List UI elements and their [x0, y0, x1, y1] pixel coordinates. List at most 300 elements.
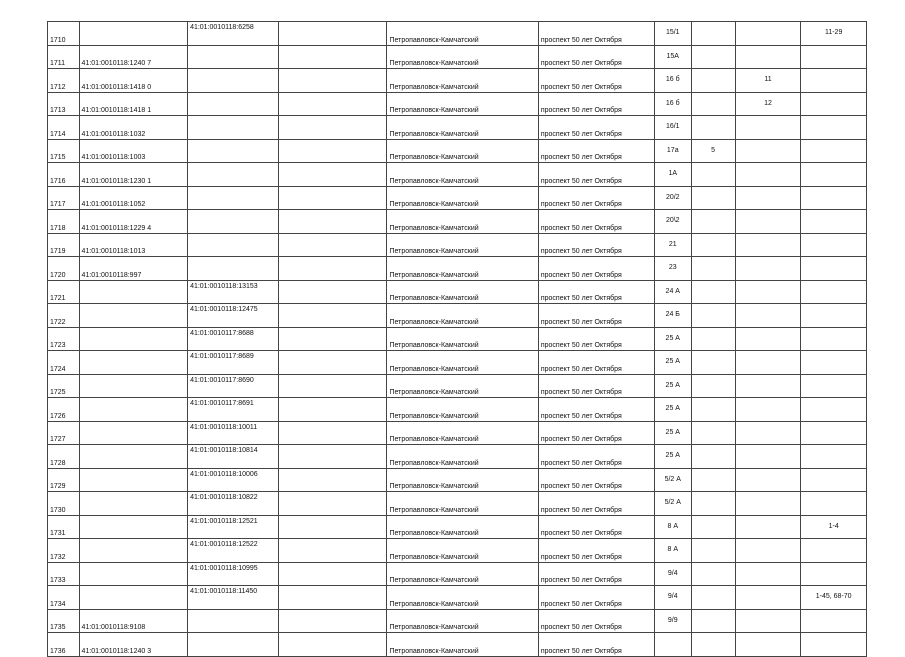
city-cell: Петропавловск-Камчатский	[387, 445, 538, 469]
apartment-cell	[735, 280, 801, 304]
city-cell: Петропавловск-Камчатский	[387, 257, 538, 281]
apartment-range-cell	[801, 304, 867, 328]
city-cell: Петропавловск-Камчатский	[387, 609, 538, 633]
table-row	[48, 374, 867, 398]
building-cell	[691, 327, 735, 351]
table-row	[48, 69, 867, 93]
city-cell: Петропавловск-Камчатский	[387, 327, 538, 351]
apartment-cell	[735, 492, 801, 516]
table-body	[48, 22, 867, 657]
apartment-cell	[735, 515, 801, 539]
apartment-range-cell	[801, 562, 867, 586]
cadastral-number-cell: 41:01:0010118:1418 0	[79, 69, 188, 93]
street-cell: проспект 50 лет Октября	[538, 398, 654, 422]
empty-cell	[278, 421, 387, 445]
city-cell: Петропавловск-Камчатский	[387, 139, 538, 163]
street-cell: проспект 50 лет Октября	[538, 351, 654, 375]
cadastral-number-alt-cell	[188, 210, 279, 234]
street-cell: проспект 50 лет Октября	[538, 609, 654, 633]
cadastral-number-alt-cell	[188, 233, 279, 257]
building-cell	[691, 633, 735, 657]
row-number-cell: 1718	[48, 210, 80, 234]
row-number-cell: 1720	[48, 257, 80, 281]
city-cell: Петропавловск-Камчатский	[387, 515, 538, 539]
row-number-cell: 1710	[48, 22, 80, 46]
city-cell: Петропавловск-Камчатский	[387, 69, 538, 93]
apartment-range-cell	[801, 421, 867, 445]
cadastral-number-cell	[79, 280, 188, 304]
empty-cell	[278, 304, 387, 328]
cadastral-number-alt-cell	[188, 609, 279, 633]
city-cell: Петропавловск-Камчатский	[387, 374, 538, 398]
empty-cell	[278, 398, 387, 422]
city-cell: Петропавловск-Камчатский	[387, 116, 538, 140]
street-cell: проспект 50 лет Октября	[538, 92, 654, 116]
city-cell: Петропавловск-Камчатский	[387, 539, 538, 563]
cadastral-number-cell	[79, 304, 188, 328]
table-row	[48, 45, 867, 69]
table-row	[48, 492, 867, 516]
empty-cell	[278, 374, 387, 398]
house-number-cell: 15/1	[654, 22, 691, 46]
cadastral-number-cell: 41:01:0010118:1003	[79, 139, 188, 163]
table-row	[48, 22, 867, 46]
house-number-cell: 25 А	[654, 351, 691, 375]
cadastral-number-alt-cell: 41:01:0010117:8691	[188, 398, 279, 422]
cadastral-number-alt-cell	[188, 45, 279, 69]
apartment-range-cell	[801, 210, 867, 234]
house-number-cell: 24 Б	[654, 304, 691, 328]
house-number-cell: 25 А	[654, 327, 691, 351]
cadastral-number-cell: 41:01:0010118:1032	[79, 116, 188, 140]
row-number-cell: 1728	[48, 445, 80, 469]
cadastral-number-cell	[79, 468, 188, 492]
table-row	[48, 351, 867, 375]
cadastral-number-alt-cell	[188, 163, 279, 187]
address-table	[47, 21, 867, 657]
table-row	[48, 233, 867, 257]
apartment-cell	[735, 163, 801, 187]
apartment-range-cell: 11-29	[801, 22, 867, 46]
cadastral-number-cell	[79, 562, 188, 586]
empty-cell	[278, 22, 387, 46]
apartment-range-cell	[801, 186, 867, 210]
row-number-cell: 1712	[48, 69, 80, 93]
apartment-range-cell: 1-4	[801, 515, 867, 539]
apartment-cell	[735, 257, 801, 281]
city-cell: Петропавловск-Камчатский	[387, 45, 538, 69]
row-number-cell: 1713	[48, 92, 80, 116]
apartment-cell	[735, 186, 801, 210]
city-cell: Петропавловск-Камчатский	[387, 210, 538, 234]
street-cell: проспект 50 лет Октября	[538, 45, 654, 69]
cadastral-number-cell: 41:01:0010118:1418 1	[79, 92, 188, 116]
empty-cell	[278, 468, 387, 492]
empty-cell	[278, 233, 387, 257]
cadastral-number-alt-cell	[188, 139, 279, 163]
street-cell: проспект 50 лет Октября	[538, 210, 654, 234]
building-cell	[691, 163, 735, 187]
building-cell	[691, 22, 735, 46]
apartment-cell	[735, 445, 801, 469]
building-cell	[691, 257, 735, 281]
street-cell: проспект 50 лет Октября	[538, 233, 654, 257]
house-number-cell: 15А	[654, 45, 691, 69]
building-cell	[691, 116, 735, 140]
table-row	[48, 304, 867, 328]
apartment-range-cell	[801, 280, 867, 304]
cadastral-number-alt-cell	[188, 69, 279, 93]
empty-cell	[278, 562, 387, 586]
row-number-cell: 1725	[48, 374, 80, 398]
row-number-cell: 1734	[48, 586, 80, 610]
apartment-range-cell	[801, 492, 867, 516]
row-number-cell: 1735	[48, 609, 80, 633]
house-number-cell: 17а	[654, 139, 691, 163]
city-cell: Петропавловск-Камчатский	[387, 233, 538, 257]
building-cell	[691, 445, 735, 469]
empty-cell	[278, 351, 387, 375]
table-row	[48, 92, 867, 116]
empty-cell	[278, 539, 387, 563]
apartment-range-cell	[801, 233, 867, 257]
city-cell: Петропавловск-Камчатский	[387, 421, 538, 445]
apartment-cell	[735, 609, 801, 633]
house-number-cell: 25 А	[654, 398, 691, 422]
house-number-cell: 23	[654, 257, 691, 281]
table-row	[48, 116, 867, 140]
row-number-cell: 1732	[48, 539, 80, 563]
street-cell: проспект 50 лет Октября	[538, 586, 654, 610]
street-cell: проспект 50 лет Октября	[538, 374, 654, 398]
table-row	[48, 445, 867, 469]
city-cell: Петропавловск-Камчатский	[387, 492, 538, 516]
apartment-cell	[735, 374, 801, 398]
apartment-range-cell	[801, 92, 867, 116]
row-number-cell: 1730	[48, 492, 80, 516]
street-cell: проспект 50 лет Октября	[538, 633, 654, 657]
cadastral-number-cell	[79, 539, 188, 563]
cadastral-number-alt-cell: 41:01:0010118:10995	[188, 562, 279, 586]
cadastral-number-alt-cell: 41:01:0010118:12475	[188, 304, 279, 328]
empty-cell	[278, 280, 387, 304]
apartment-cell	[735, 633, 801, 657]
table-row	[48, 515, 867, 539]
apartment-cell	[735, 586, 801, 610]
apartment-range-cell: 1-45, 68-70	[801, 586, 867, 610]
street-cell: проспект 50 лет Октября	[538, 116, 654, 140]
street-cell: проспект 50 лет Октября	[538, 257, 654, 281]
apartment-cell: 12	[735, 92, 801, 116]
row-number-cell: 1731	[48, 515, 80, 539]
table-row	[48, 586, 867, 610]
city-cell: Петропавловск-Камчатский	[387, 280, 538, 304]
street-cell: проспект 50 лет Октября	[538, 445, 654, 469]
empty-cell	[278, 210, 387, 234]
apartment-range-cell	[801, 445, 867, 469]
apartment-range-cell	[801, 257, 867, 281]
cadastral-number-cell: 41:01:0010118:1240 3	[79, 633, 188, 657]
house-number-cell: 20\2	[654, 210, 691, 234]
spreadsheet-page	[47, 21, 867, 657]
cadastral-number-alt-cell: 41:01:0010118:10006	[188, 468, 279, 492]
table-row	[48, 468, 867, 492]
street-cell: проспект 50 лет Октября	[538, 562, 654, 586]
street-cell: проспект 50 лет Октября	[538, 468, 654, 492]
row-number-cell: 1723	[48, 327, 80, 351]
empty-cell	[278, 445, 387, 469]
street-cell: проспект 50 лет Октября	[538, 69, 654, 93]
street-cell: проспект 50 лет Октября	[538, 280, 654, 304]
street-cell: проспект 50 лет Октября	[538, 327, 654, 351]
cadastral-number-alt-cell	[188, 116, 279, 140]
apartment-range-cell	[801, 351, 867, 375]
apartment-range-cell	[801, 116, 867, 140]
cadastral-number-cell	[79, 351, 188, 375]
row-number-cell: 1729	[48, 468, 80, 492]
empty-cell	[278, 327, 387, 351]
house-number-cell: 25 А	[654, 445, 691, 469]
cadastral-number-alt-cell	[188, 186, 279, 210]
street-cell: проспект 50 лет Октября	[538, 139, 654, 163]
cadastral-number-cell	[79, 586, 188, 610]
house-number-cell: 8 А	[654, 515, 691, 539]
cadastral-number-alt-cell: 41:01:0010118:12522	[188, 539, 279, 563]
house-number-cell: 1А	[654, 163, 691, 187]
building-cell	[691, 45, 735, 69]
empty-cell	[278, 69, 387, 93]
building-cell	[691, 421, 735, 445]
apartment-cell	[735, 468, 801, 492]
apartment-range-cell	[801, 374, 867, 398]
cadastral-number-cell: 41:01:0010118:1240 7	[79, 45, 188, 69]
building-cell	[691, 609, 735, 633]
apartment-range-cell	[801, 468, 867, 492]
cadastral-number-cell	[79, 515, 188, 539]
apartment-range-cell	[801, 139, 867, 163]
apartment-range-cell	[801, 539, 867, 563]
row-number-cell: 1733	[48, 562, 80, 586]
table-row	[48, 398, 867, 422]
cadastral-number-cell: 41:01:0010118:1230 1	[79, 163, 188, 187]
cadastral-number-cell	[79, 445, 188, 469]
table-row	[48, 539, 867, 563]
house-number-cell: 16 б	[654, 92, 691, 116]
table-row	[48, 421, 867, 445]
cadastral-number-cell	[79, 327, 188, 351]
building-cell	[691, 351, 735, 375]
city-cell: Петропавловск-Камчатский	[387, 633, 538, 657]
building-cell	[691, 562, 735, 586]
apartment-cell	[735, 539, 801, 563]
cadastral-number-alt-cell: 41:01:0010118:10814	[188, 445, 279, 469]
row-number-cell: 1726	[48, 398, 80, 422]
cadastral-number-alt-cell	[188, 257, 279, 281]
empty-cell	[278, 45, 387, 69]
apartment-range-cell	[801, 633, 867, 657]
cadastral-number-alt-cell: 41:01:0010117:8689	[188, 351, 279, 375]
row-number-cell: 1722	[48, 304, 80, 328]
city-cell: Петропавловск-Камчатский	[387, 92, 538, 116]
table-row	[48, 562, 867, 586]
house-number-cell: 25 А	[654, 374, 691, 398]
house-number-cell: 25 А	[654, 421, 691, 445]
house-number-cell: 9/9	[654, 609, 691, 633]
empty-cell	[278, 139, 387, 163]
street-cell: проспект 50 лет Октября	[538, 421, 654, 445]
house-number-cell: 8 А	[654, 539, 691, 563]
apartment-cell	[735, 421, 801, 445]
table-row	[48, 280, 867, 304]
empty-cell	[278, 116, 387, 140]
cadastral-number-cell: 41:01:0010118:1229 4	[79, 210, 188, 234]
empty-cell	[278, 92, 387, 116]
cadastral-number-alt-cell	[188, 633, 279, 657]
house-number-cell: 5/2 А	[654, 468, 691, 492]
empty-cell	[278, 633, 387, 657]
house-number-cell: 9/4	[654, 586, 691, 610]
cadastral-number-cell: 41:01:0010118:1052	[79, 186, 188, 210]
building-cell	[691, 233, 735, 257]
apartment-cell	[735, 327, 801, 351]
apartment-cell	[735, 304, 801, 328]
table-row	[48, 210, 867, 234]
table-row	[48, 327, 867, 351]
cadastral-number-cell: 41:01:0010118:9108	[79, 609, 188, 633]
row-number-cell: 1724	[48, 351, 80, 375]
row-number-cell: 1715	[48, 139, 80, 163]
building-cell	[691, 515, 735, 539]
cadastral-number-alt-cell: 41:01:0010117:8688	[188, 327, 279, 351]
apartment-cell	[735, 139, 801, 163]
cadastral-number-alt-cell: 41:01:0010118:11450	[188, 586, 279, 610]
empty-cell	[278, 186, 387, 210]
empty-cell	[278, 492, 387, 516]
street-cell: проспект 50 лет Октября	[538, 186, 654, 210]
house-number-cell: 5/2 А	[654, 492, 691, 516]
table-row	[48, 609, 867, 633]
building-cell	[691, 210, 735, 234]
building-cell	[691, 280, 735, 304]
cadastral-number-cell	[79, 492, 188, 516]
table-row	[48, 186, 867, 210]
apartment-range-cell	[801, 398, 867, 422]
street-cell: проспект 50 лет Октября	[538, 492, 654, 516]
apartment-range-cell	[801, 163, 867, 187]
apartment-cell	[735, 398, 801, 422]
cadastral-number-alt-cell: 41:01:0010118:6258	[188, 22, 279, 46]
building-cell	[691, 492, 735, 516]
house-number-cell: 20/2	[654, 186, 691, 210]
cadastral-number-alt-cell	[188, 92, 279, 116]
row-number-cell: 1711	[48, 45, 80, 69]
cadastral-number-alt-cell: 41:01:0010118:10011	[188, 421, 279, 445]
city-cell: Петропавловск-Камчатский	[387, 586, 538, 610]
city-cell: Петропавловск-Камчатский	[387, 163, 538, 187]
building-cell	[691, 374, 735, 398]
building-cell	[691, 92, 735, 116]
building-cell	[691, 468, 735, 492]
empty-cell	[278, 586, 387, 610]
row-number-cell: 1721	[48, 280, 80, 304]
table-row	[48, 633, 867, 657]
city-cell: Петропавловск-Камчатский	[387, 186, 538, 210]
house-number-cell: 16 б	[654, 69, 691, 93]
apartment-range-cell	[801, 609, 867, 633]
building-cell	[691, 304, 735, 328]
street-cell: проспект 50 лет Октября	[538, 163, 654, 187]
table-row	[48, 139, 867, 163]
house-number-cell: 21	[654, 233, 691, 257]
city-cell: Петропавловск-Камчатский	[387, 304, 538, 328]
building-cell	[691, 186, 735, 210]
cadastral-number-cell	[79, 421, 188, 445]
apartment-cell	[735, 351, 801, 375]
row-number-cell: 1714	[48, 116, 80, 140]
city-cell: Петропавловск-Камчатский	[387, 562, 538, 586]
row-number-cell: 1717	[48, 186, 80, 210]
row-number-cell: 1716	[48, 163, 80, 187]
row-number-cell: 1736	[48, 633, 80, 657]
city-cell: Петропавловск-Камчатский	[387, 468, 538, 492]
building-cell: 5	[691, 139, 735, 163]
house-number-cell: 9/4	[654, 562, 691, 586]
cadastral-number-alt-cell: 41:01:0010118:13153	[188, 280, 279, 304]
cadastral-number-alt-cell: 41:01:0010118:10822	[188, 492, 279, 516]
apartment-cell	[735, 116, 801, 140]
city-cell: Петропавловск-Камчатский	[387, 398, 538, 422]
apartment-cell	[735, 210, 801, 234]
apartment-cell	[735, 233, 801, 257]
building-cell	[691, 398, 735, 422]
cadastral-number-cell: 41:01:0010118:997	[79, 257, 188, 281]
apartment-cell	[735, 562, 801, 586]
city-cell: Петропавловск-Камчатский	[387, 351, 538, 375]
house-number-cell: 16/1	[654, 116, 691, 140]
street-cell: проспект 50 лет Октября	[538, 22, 654, 46]
street-cell: проспект 50 лет Октября	[538, 515, 654, 539]
building-cell	[691, 586, 735, 610]
row-number-cell: 1719	[48, 233, 80, 257]
table-row	[48, 163, 867, 187]
cadastral-number-cell	[79, 374, 188, 398]
cadastral-number-cell	[79, 398, 188, 422]
apartment-range-cell	[801, 45, 867, 69]
row-number-cell: 1727	[48, 421, 80, 445]
building-cell	[691, 539, 735, 563]
house-number-cell: 24 А	[654, 280, 691, 304]
apartment-cell	[735, 45, 801, 69]
city-cell: Петропавловск-Камчатский	[387, 22, 538, 46]
house-number-cell	[654, 633, 691, 657]
cadastral-number-cell	[79, 22, 188, 46]
building-cell	[691, 69, 735, 93]
apartment-range-cell	[801, 327, 867, 351]
apartment-cell	[735, 22, 801, 46]
apartment-cell: 11	[735, 69, 801, 93]
cadastral-number-cell: 41:01:0010118:1013	[79, 233, 188, 257]
empty-cell	[278, 257, 387, 281]
table-row	[48, 257, 867, 281]
empty-cell	[278, 163, 387, 187]
empty-cell	[278, 609, 387, 633]
street-cell: проспект 50 лет Октября	[538, 304, 654, 328]
street-cell: проспект 50 лет Октября	[538, 539, 654, 563]
empty-cell	[278, 515, 387, 539]
cadastral-number-alt-cell: 41:01:0010118:12521	[188, 515, 279, 539]
apartment-range-cell	[801, 69, 867, 93]
cadastral-number-alt-cell: 41:01:0010117:8690	[188, 374, 279, 398]
